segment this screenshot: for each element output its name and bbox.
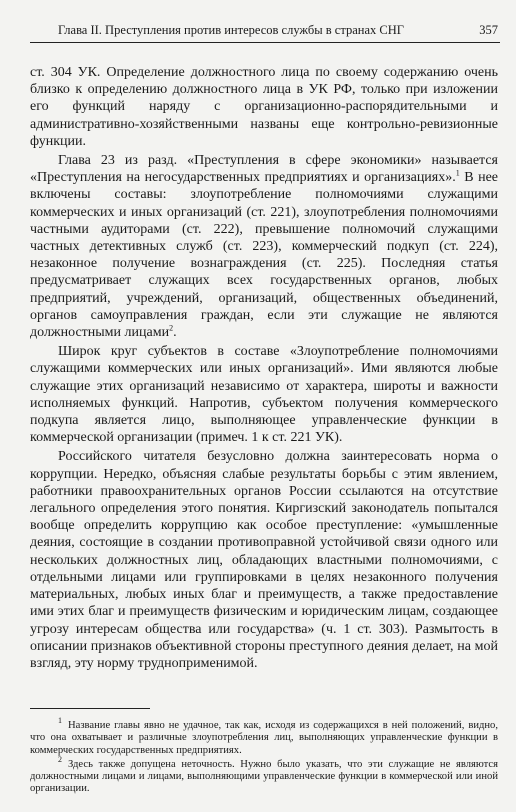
footnote-1-text: Название главы явно не удачное, так как, исходя из содержащихся в ней положений, видно, что она охватывает и различные злоупотребления лиц, выполняющих управленческие функции в коммерческих государственных предприятиях. bbox=[30, 720, 498, 756]
header-rule bbox=[30, 42, 500, 43]
paragraph-2 bbox=[30, 152, 498, 341]
paragraph-2-text: Глава 23 из разд. «Преступления в сфере экономики» называется «Преступления на негосударственных предприятиях и организациях». bbox=[30, 153, 498, 186]
footnote-rule bbox=[30, 708, 150, 709]
footnote-1: 1 Название главы явно не удачное, так как, исходя из содержащихся в ней положений, видно, что она охватывает и различные злоупотребления лиц, выполняющих управленческие функции в коммерческих государственных предприятиях. bbox=[30, 716, 498, 756]
footnote-2-text: Здесь также допущена неточность. Нужно было указать, что эти служащие не являются должностными лицами и лицами, выполняющими управленческие функции в коммерческой или иной организации. bbox=[30, 758, 498, 795]
footnotes bbox=[30, 716, 498, 796]
paragraph-3: Широк круг субъектов в составе «Злоупотребление полномочиями служащими коммерческих или иных организаций». Ими являются любые служащие этих организаций независимо от характера, широты и важности исполняемых функций. Напротив, субъектом получения коммерческого подкупа является лицо, выполняющее управленческие функции в коммерческой организации (примеч. 1 к ст. 221 УК). bbox=[30, 344, 498, 446]
paragraph-4: Российского читателя безусловно должна заинтересовать норма о коррупции. Нередко, объясняя слабые результаты борьбы с этим явлением, работники правоохранительных органов России ссылаются на отсутствие легального определения этого понятия. Киргизский законодатель попытался вообще определить коррупцию как особое преступление: «умышленные деяния, состоящие в создании противоправной устойчивой связи одного или нескольких должностных лиц, обладающих властными полномочиями, с отдельными лицами или группировками в целях незаконного получения материальных, любых иных благ и преимуществ, а также предоставление ими этих благ и преимуществ физическим и юридическим лицам, создающее угрозу интересам общества или государства» (ч. 1 ст. 303). Размытость в описании признаков объективной стороны преступного деяния делает, на мой взгляд, эту норму трудноприменимой. bbox=[30, 449, 498, 671]
paragraph-1: ст. 304 УК. Определение должностного лица по своему содержанию очень близко к определению должностного лица в УК РФ, только при изложении его функций наряду с организационно-распорядительными и административно-хозяйственными названы еще контрольно-ревизионные функции. bbox=[30, 65, 498, 149]
footnote-2: 2 Здесь также допущена неточность. Нужно было указать, что эти служащие не являются должностными лицами и лицами, выполняющими управленческие функции в коммерческой или иной организации. bbox=[30, 755, 498, 795]
footnote-ref-2[interactable]: 2 bbox=[169, 323, 174, 333]
running-title: Глава II. Преступления против интересов службы в странах СНГ bbox=[58, 23, 404, 37]
footnote-ref-1[interactable]: 1 bbox=[455, 168, 460, 178]
paragraph-2-text-b: В нее включены составы: злоупотребление полномочиями служащими коммерческих и иных организаций (ст. 221), злоупотребления полномочиями частными аудиторами (ст. 222), превышение полномочий служащими частных детективных служб (ст. 223), коммерческий подкуп (ст. 224), незаконное получение вознаграждения (ст. 225). Последняя статья предусматривает служащих всех государственных органов, любых предприятий, учреждений, организаций, общественных объединений, органов самоуправления граждан, если эти служащие не являются должностными лицами bbox=[30, 170, 498, 341]
page-header bbox=[58, 20, 498, 40]
body-text bbox=[30, 64, 498, 672]
paragraph-2-end: . bbox=[173, 325, 177, 341]
page-number: 357 bbox=[479, 23, 498, 37]
